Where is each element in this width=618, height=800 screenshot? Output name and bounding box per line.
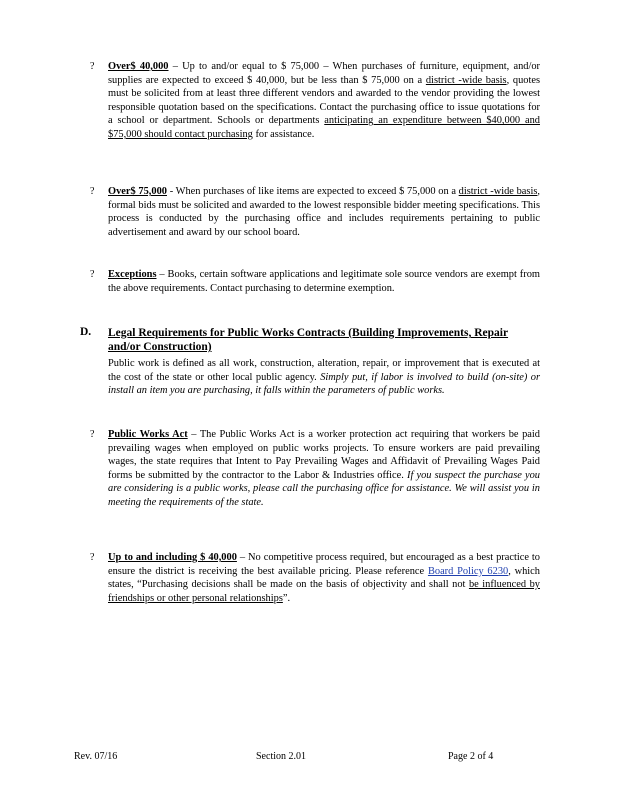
item-lead: Up to and including $ 40,000 [108,552,237,563]
bullet-glyph: ? [90,186,95,197]
section-body [108,357,540,398]
item-lead: Over$ 75,000 [108,186,167,197]
board-policy-link[interactable]: Board Policy 6230 [427,565,509,577]
paragraph: Over$ 40,000 – Up to and/or equal to $ 75,000 – When purchases of furniture, equipment, and/or supplies are expected to exceed $ 40,000, but be less than $ 75,000 on a district -wide basis, quotes must be solicited from at least three different vendors and awarded to the vendor providing the lowest responsible quotation based on the specifications. Contact the purchasing office to issue quotations for a school or department. Schools or departments anticipating an expenditure between $40,000 and $75,000 should contact purchasing for assistance. [108,61,541,140]
paragraph: Exceptions – Books, certain software applications and legitimate sole source vendors are exempt from the above requirements. Contact purchasing to determine exemption. [108,269,540,294]
bullet-glyph: ? [90,429,95,440]
paragraph: Public Works Act – The Public Works Act is a worker protection act requiring that workers be paid prevailing wages when employed on public works projects. To ensure workers are paid prevailing wages, the state requires that Intent to Pay Prevailing Wages and Affidavit of Prevailing Wages Paid forms be submitted by the contractor to the Labor & Industries office. If you suspect the purchase you are considering is a public works, please call the purchasing office for assistance. We will assist you in meeting the requirements of the state. [108,429,540,508]
list-item-up-to-40000 [90,551,540,605]
list-item-over-40000 [90,60,541,142]
footer-section: Section 2.01 [256,751,306,762]
bullet-glyph: ? [90,552,95,563]
list-item-exceptions [90,268,540,295]
section-title: Legal Requirements for Public Works Contracts (Building Improvements, Repair and/or Construction) [108,327,509,353]
paragraph: Over$ 75,000 - When purchases of like items are expected to exceed $ 75,000 on a district -wide basis, formal bids must be solicited and awarded to the lowest responsible bidder meeting specifications. This process is conducted by the purchasing office and includes requirements pertaining to public advertisement and award by our school board. [108,186,540,238]
item-lead: Over$ 40,000 [108,61,169,72]
item-lead: Exceptions [108,269,157,280]
footer-page-number: Page 2 of 4 [448,751,494,762]
item-lead: Public Works Act [108,429,188,440]
footer-revision: Rev. 07/16 [74,751,118,762]
paragraph: Public work is defined as all work, construction, alteration, repair, or improvement that is executed at the cost of the state or other local public agency. Simply put, if labor is involved to build (on-site) or install an item you are purchasing, it falls within the parameters of public works. [108,358,540,397]
list-item-over-75000 [90,185,540,239]
paragraph: Up to and including $ 40,000 – No competitive process required, but encouraged as a best practice to ensure the district is receiving the best available pricing. Please reference Board Policy 6230, which states, “Purchasing decisions shall be made on the basis of objectivity and shall not be influenced by friendships or other personal relationships”. [108,552,540,604]
list-item-public-works-act [90,428,540,510]
bullet-glyph: ? [90,61,95,72]
bullet-glyph: ? [90,269,95,280]
section-letter: D. [80,326,92,338]
